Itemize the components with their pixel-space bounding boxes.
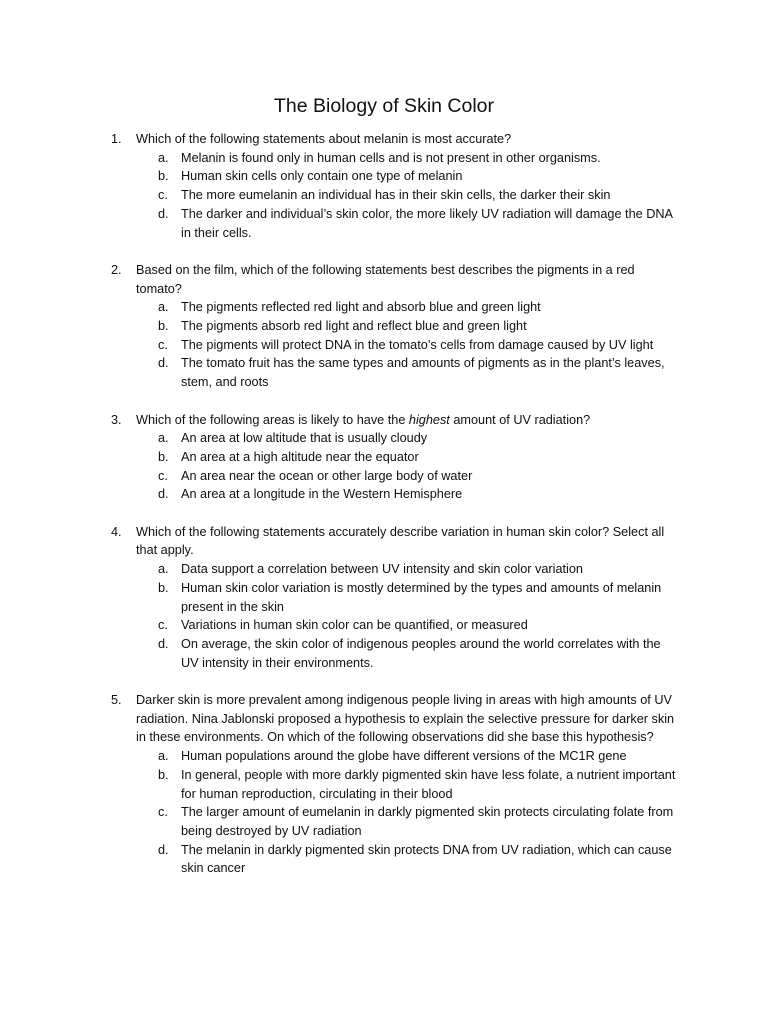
option-text: Variations in human skin color can be quantified, or measured: [181, 618, 528, 633]
document-title: The Biology of Skin Color: [273, 95, 495, 117]
answer-option-b: [136, 448, 680, 467]
answer-option-d: [136, 205, 680, 242]
answer-option-d: [136, 485, 680, 504]
answer-options: [136, 747, 680, 878]
question-text: Which of the following statements about melanin is most accurate?: [136, 132, 512, 146]
option-text: An area at low altitude that is usually cloudy: [181, 431, 428, 446]
option-letter: c.: [158, 618, 168, 633]
option-letter: a.: [158, 150, 169, 165]
option-text: The tomato fruit has the same types and amounts of pigments as in the plant’s leaves, stem, and roots: [181, 356, 665, 390]
question-4: [0, 523, 768, 673]
answer-options: [136, 560, 680, 672]
option-letter: b.: [158, 449, 169, 464]
answer-options: [136, 149, 680, 243]
question-5: [0, 691, 768, 878]
option-letter: d.: [158, 206, 169, 221]
question-text: Based on the film, which of the following statements best describes the pigments in a red tomato?: [136, 262, 635, 296]
option-letter: d.: [158, 636, 169, 651]
answer-options: [136, 429, 680, 504]
question-list: [0, 130, 768, 897]
question-number: 5.: [111, 693, 122, 708]
question-number: 3.: [111, 412, 122, 427]
option-text: In general, people with more darkly pigmented skin have less folate, a nutrient important for human reproduction, circulating in their blood: [181, 767, 676, 801]
answer-option-c: [136, 336, 680, 355]
question-text: Which of the following statements accurately describe variation in human skin color? Select all that apply.: [136, 524, 665, 558]
answer-option-a: [136, 560, 680, 579]
question-text: Darker skin is more prevalent among indigenous people living in areas with high amounts of UV radiation. Nina Jablonski proposed a hypothesis to explain the selective pressure for darker skin in these environments. On which of the following observations did she base this hypothesis?: [136, 693, 675, 745]
option-text: The melanin in darkly pigmented skin protects DNA from UV radiation, which can cause skin cancer: [181, 842, 672, 876]
answer-option-a: [136, 429, 680, 448]
answer-option-b: [136, 579, 680, 616]
option-letter: a.: [158, 431, 169, 446]
option-letter: d.: [158, 356, 169, 371]
question-3: [0, 411, 768, 505]
option-letter: c.: [158, 468, 168, 483]
question-text-end: amount of UV radiation?: [449, 412, 591, 427]
option-text: An area at a high altitude near the equator: [181, 449, 419, 464]
option-letter: c.: [158, 188, 168, 203]
answer-option-a: [136, 747, 680, 766]
question-number: 1.: [111, 132, 122, 146]
answer-option-c: [136, 467, 680, 486]
option-letter: a.: [158, 749, 169, 764]
option-text: Human populations around the globe have different versions of the MC1R gene: [181, 749, 627, 764]
option-text: Data support a correlation between UV intensity and skin color variation: [181, 562, 583, 577]
option-letter: a.: [158, 300, 169, 315]
option-letter: c.: [158, 805, 168, 820]
option-letter: c.: [158, 337, 168, 352]
answer-option-b: [136, 766, 680, 803]
answer-option-a: [136, 298, 680, 317]
question-text: [136, 411, 680, 430]
answer-option-d: [136, 841, 680, 878]
option-letter: b.: [158, 580, 169, 595]
answer-option-c: [136, 803, 680, 840]
question-number: 2.: [111, 262, 122, 277]
option-text: The darker and individual’s skin color, the more likely UV radiation will damage the DNA in their cells.: [181, 206, 673, 240]
question-number: 4.: [111, 524, 122, 539]
question-text-emphasis: highest: [408, 412, 450, 427]
answer-option-c: [136, 616, 680, 635]
option-text: The pigments will protect DNA in the tomato’s cells from damage caused by UV light: [181, 337, 654, 352]
option-text: The pigments reflected red light and absorb blue and green light: [181, 300, 541, 315]
option-letter: b.: [158, 169, 169, 184]
answer-options: [136, 298, 680, 392]
answer-option-a: [136, 149, 680, 168]
question-1: [0, 130, 768, 242]
answer-option-c: [136, 186, 680, 205]
option-text: On average, the skin color of indigenous peoples around the world correlates with the UV intensity in their environments.: [181, 636, 661, 670]
option-letter: b.: [158, 767, 169, 782]
option-text: An area at a longitude in the Western Hemisphere: [181, 487, 463, 502]
question-text-start: Which of the following areas is likely to have the: [136, 412, 409, 427]
option-text: The pigments absorb red light and reflect blue and green light: [181, 319, 527, 334]
option-text: Human skin cells only contain one type of melanin: [181, 169, 463, 184]
answer-option-d: [136, 354, 680, 391]
option-text: The more eumelanin an individual has in their skin cells, the darker their skin: [181, 188, 611, 203]
option-letter: d.: [158, 487, 169, 502]
option-text: Human skin color variation is mostly determined by the types and amounts of melanin present in the skin: [181, 580, 662, 614]
option-letter: d.: [158, 842, 169, 857]
question-2: [0, 261, 768, 392]
answer-option-b: [136, 167, 680, 186]
option-text: An area near the ocean or other large body of water: [181, 468, 473, 483]
option-letter: a.: [158, 562, 169, 577]
answer-option-d: [136, 635, 680, 672]
answer-option-b: [136, 317, 680, 336]
option-letter: b.: [158, 319, 169, 334]
option-text: Melanin is found only in human cells and is not present in other organisms.: [181, 150, 601, 165]
option-text: The larger amount of eumelanin in darkly pigmented skin protects circulating folate from being destroyed by UV radiation: [181, 805, 674, 838]
